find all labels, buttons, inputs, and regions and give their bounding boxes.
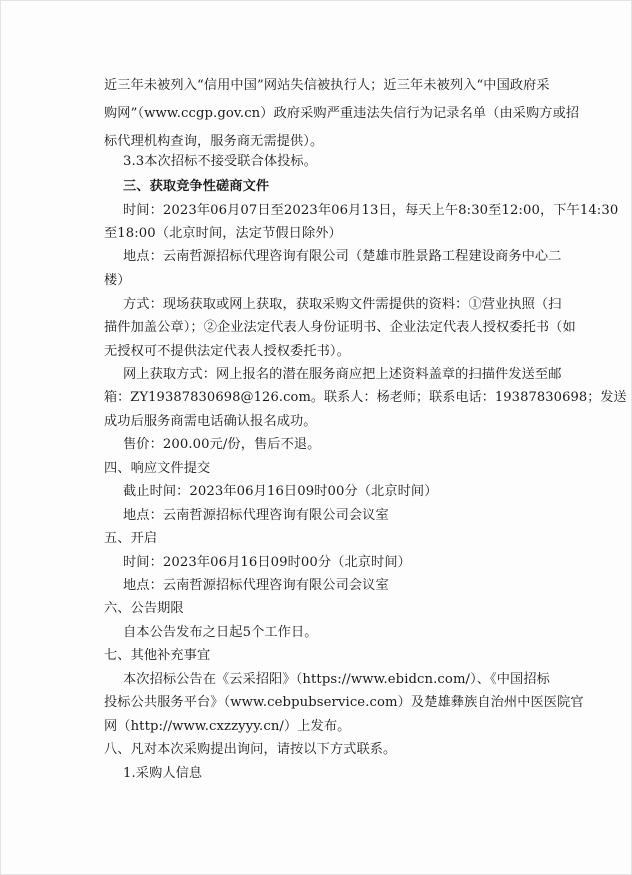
text-line: 楼） xyxy=(104,273,131,288)
text-line: 描件加盖公章）；②企业法定代表人身份证明书、企业法定代表人授权委托书（如 xyxy=(104,320,576,335)
text-line: 本次招标公告在《云采招阳》（https://www.ebidcn.com/）、《中国招标 xyxy=(123,672,550,687)
section-heading: 五、开启 xyxy=(104,531,158,546)
text-line: 成功后服务商需电话确认报名成功。 xyxy=(104,414,317,429)
text-line: 箱：ZY19387830698@126.com。联系人：杨老师；联系电话：19387830698；发送 xyxy=(104,390,627,405)
section-heading: 八、凡对本次采购提出询问，请按以下方式联系。 xyxy=(104,742,397,757)
text-line: 地点：云南哲源招标代理咨询有限公司会议室 xyxy=(123,578,389,593)
section-heading: 四、响应文件提交 xyxy=(104,461,211,476)
text-line: 时间：2023年06月16日09时00分（北京时间） xyxy=(123,555,411,570)
text-line: 自本公告发布之日起5个工作日。 xyxy=(123,625,318,640)
text-line: 地点：云南哲源招标代理咨询有限公司会议室 xyxy=(123,508,389,523)
text-line: 时间：2023年06月07日至2023年06月13日，每天上午8:30至12:00，下午14:30 xyxy=(123,203,619,218)
text-line: 投标公共服务平台》（www.cebpubservice.com）及楚雄彝族自治州中医医院官 xyxy=(104,695,584,710)
text-line: 网上获取方式：网上报名的潜在服务商应把上述资料盖章的扫描件发送至邮 xyxy=(123,367,562,382)
text-line: 方式：现场获取或网上获取，获取采购文件需提供的资料：①营业执照（扫 xyxy=(123,297,562,312)
section-heading: 六、公告期限 xyxy=(104,601,184,616)
text-line: 近三年未被列入“信用中国”网站失信被执行人；近三年未被列入“中国政府采 xyxy=(104,78,550,93)
text-line: 无授权可不提供法定代表人授权委托书）。 xyxy=(104,344,350,359)
text-line: 购网”（www.ccgp.gov.cn）政府采购严重违法失信行为记录名单（由采购方或招 xyxy=(104,106,580,121)
text-line: 网（http://www.cxzzyyy.cn/）上发布。 xyxy=(104,719,351,734)
section-heading: 七、其他补充事宜 xyxy=(104,648,211,663)
text-line: 1.采购人信息 xyxy=(123,766,203,781)
text-line: 截止时间：2023年06月16日09时00分（北京时间） xyxy=(123,484,438,499)
text-line: 地点：云南哲源招标代理咨询有限公司（楚雄市胜景路工程建设商务中心二 xyxy=(123,249,562,264)
text-line: 售价：200.00元/份，售后不退。 xyxy=(123,437,321,452)
text-line: 至18:00（北京时间，法定节假日除外） xyxy=(104,226,342,241)
text-line: 标代理机构查询，服务商无需提供）。 xyxy=(104,134,324,149)
section-heading: 三、获取竞争性磋商文件 xyxy=(123,179,270,194)
text-line: 3.3本次招标不接受联合体投标。 xyxy=(123,154,318,169)
